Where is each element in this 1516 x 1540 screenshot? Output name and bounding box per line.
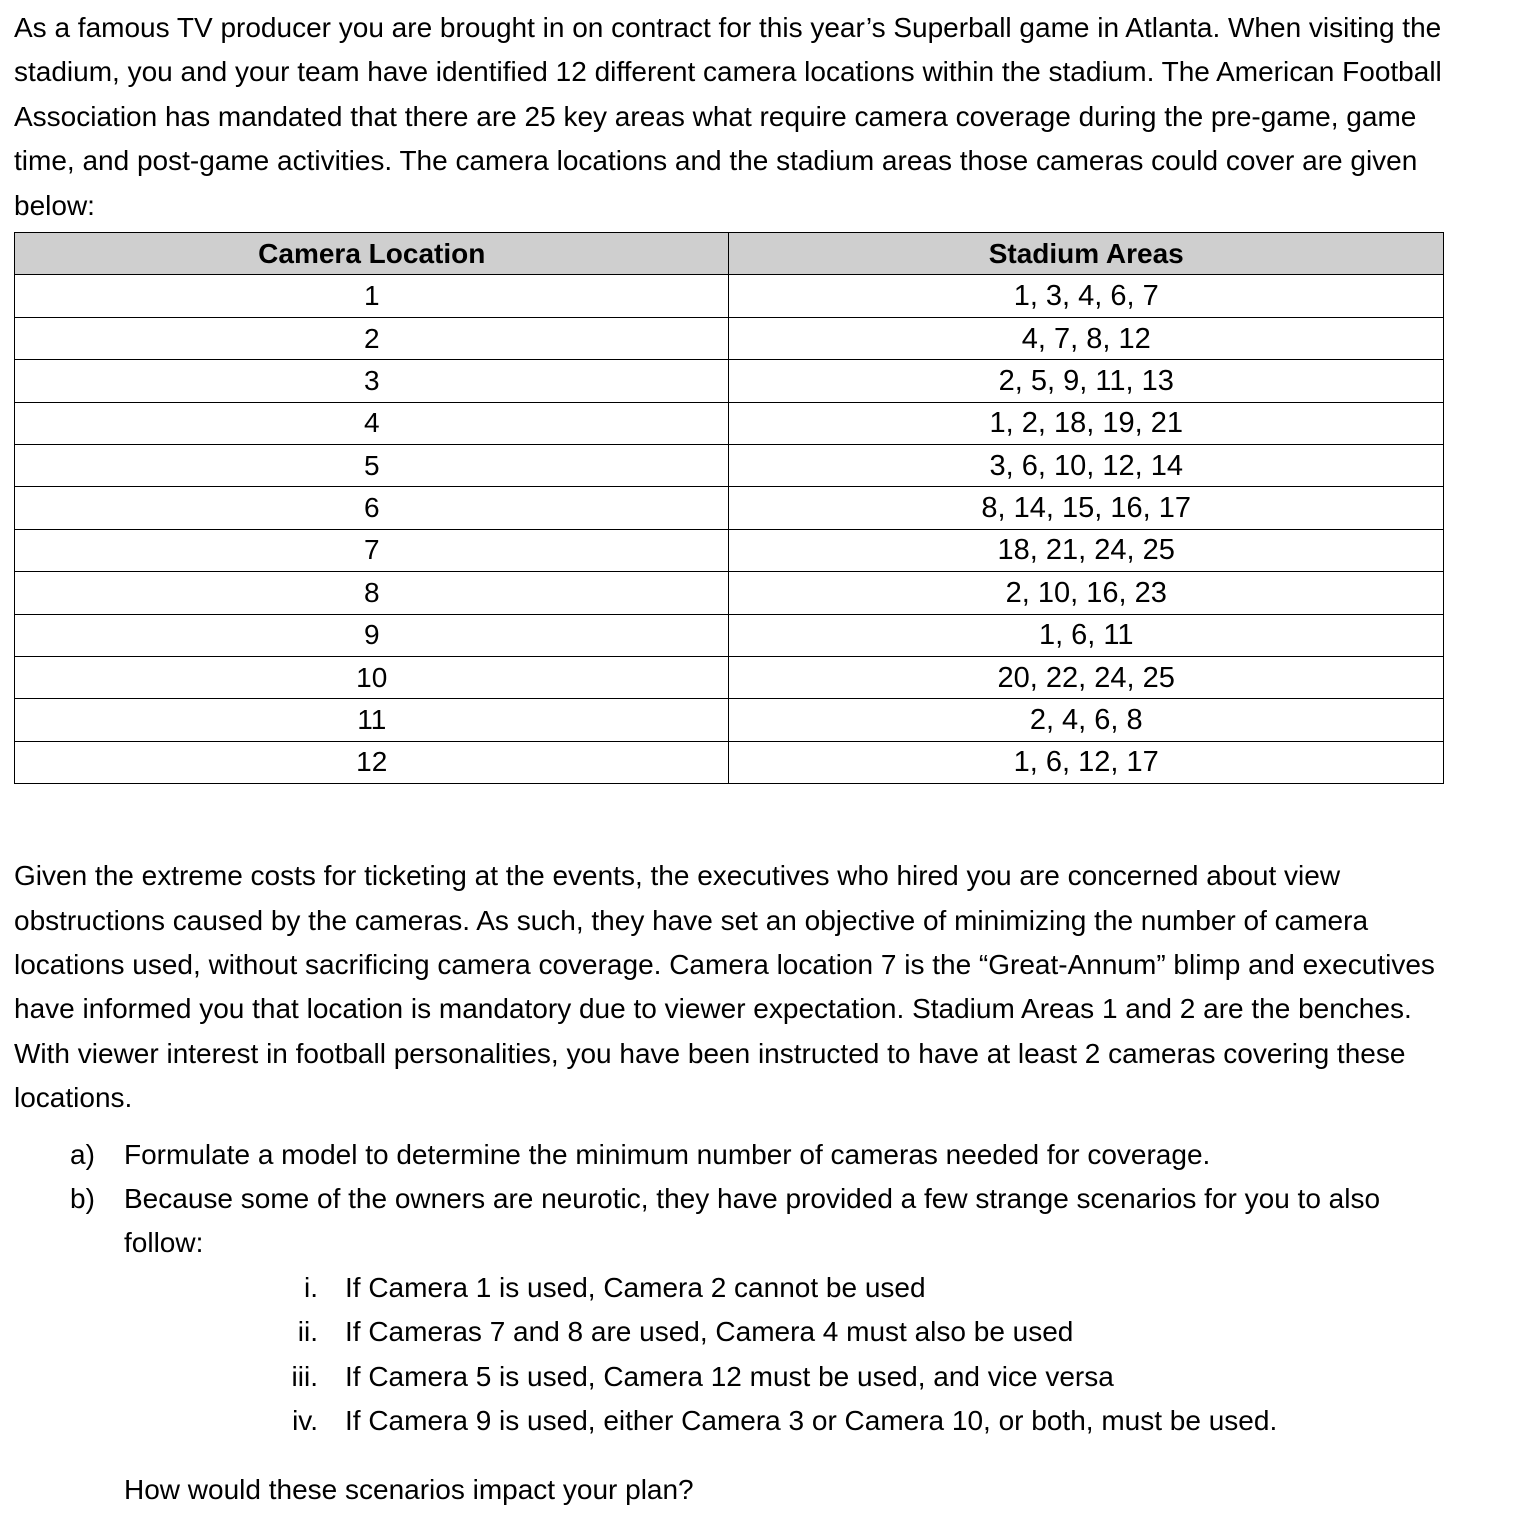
question-text: Because some of the owners are neurotic, they have provided a few strange scenarios for you to also follow: — [124, 1182, 1381, 1259]
question-item-b — [14, 1177, 1454, 1266]
camera-location-cell: 7 — [15, 529, 729, 571]
list-marker: iii. — [291, 1360, 318, 1392]
header-stadium-areas: Stadium Areas — [729, 233, 1444, 275]
table-row — [15, 614, 1444, 656]
document-page — [14, 6, 1454, 1513]
list-marker: iv. — [292, 1404, 318, 1436]
camera-location-cell: 8 — [15, 572, 729, 614]
stadium-areas-cell: 1, 3, 4, 6, 7 — [729, 275, 1444, 317]
question-text: Formulate a model to determine the minimum number of cameras needed for coverage. — [124, 1138, 1211, 1170]
question-item-a — [14, 1133, 1454, 1177]
header-camera-location: Camera Location — [15, 233, 729, 275]
stadium-areas-cell: 4, 7, 8, 12 — [729, 317, 1444, 359]
scenario-item — [14, 1266, 1454, 1310]
closing-question: How would these scenarios impact your plan? — [124, 1474, 694, 1506]
scenario-list — [14, 1266, 1454, 1444]
question-list — [14, 1133, 1454, 1266]
scenario-text: If Camera 9 is used, either Camera 3 or Camera 10, or both, must be used. — [345, 1404, 1278, 1436]
table-row — [15, 741, 1444, 783]
camera-location-cell: 9 — [15, 614, 729, 656]
camera-location-cell: 1 — [15, 275, 729, 317]
table-row — [15, 317, 1444, 359]
scenario-text: If Cameras 7 and 8 are used, Camera 4 must also be used — [345, 1316, 1074, 1348]
stadium-areas-cell: 2, 10, 16, 23 — [729, 572, 1444, 614]
table-header-row — [15, 233, 1444, 275]
camera-location-cell: 5 — [15, 444, 729, 486]
scenario-text: If Camera 1 is used, Camera 2 cannot be used — [345, 1271, 926, 1303]
intro-paragraph: As a famous TV producer you are brought in on contract for this year’s Superball game in Atlanta. When visiting the stadium, you and your team have identified 12 different camera locations within the stadium. The American Football Association has mandated that there are 25 key areas what require camera coverage during the pre-game, game time, and post-game activities. The camera locations and the stadium areas those cameras could cover are given below: — [14, 12, 1442, 221]
list-marker: i. — [304, 1271, 318, 1303]
table-row — [15, 360, 1444, 402]
scenario-item — [14, 1399, 1454, 1443]
stadium-areas-cell: 8, 14, 15, 16, 17 — [729, 487, 1444, 529]
stadium-areas-cell: 2, 5, 9, 11, 13 — [729, 360, 1444, 402]
stadium-areas-cell: 2, 4, 6, 8 — [729, 699, 1444, 741]
camera-location-cell: 11 — [15, 699, 729, 741]
table-row — [15, 529, 1444, 571]
list-marker: ii. — [297, 1316, 318, 1348]
camera-location-cell: 12 — [15, 741, 729, 783]
list-marker: a) — [70, 1138, 95, 1170]
table-row — [15, 275, 1444, 317]
stadium-areas-cell: 1, 6, 12, 17 — [729, 741, 1444, 783]
camera-location-cell: 3 — [15, 360, 729, 402]
list-marker: b) — [70, 1182, 95, 1214]
table-row — [15, 444, 1444, 486]
scenario-text: If Camera 5 is used, Camera 12 must be used, and vice versa — [345, 1360, 1114, 1392]
camera-coverage-table — [14, 232, 1444, 784]
scenario-item — [14, 1310, 1454, 1354]
table-row — [15, 656, 1444, 698]
stadium-areas-cell: 1, 2, 18, 19, 21 — [729, 402, 1444, 444]
table-row — [15, 699, 1444, 741]
table-row — [15, 572, 1444, 614]
stadium-areas-cell: 1, 6, 11 — [729, 614, 1444, 656]
camera-location-cell: 6 — [15, 487, 729, 529]
camera-location-cell: 10 — [15, 656, 729, 698]
stadium-areas-cell: 18, 21, 24, 25 — [729, 529, 1444, 571]
camera-location-cell: 4 — [15, 402, 729, 444]
stadium-areas-cell: 3, 6, 10, 12, 14 — [729, 444, 1444, 486]
scenario-item — [14, 1355, 1454, 1399]
camera-location-cell: 2 — [15, 317, 729, 359]
constraints-paragraph: Given the extreme costs for ticketing at the events, the executives who hired you are concerned about view obstructions caused by the cameras. As such, they have set an objective of minimizing the number of camera locations used, without sacrificing camera coverage. Camera location 7 is the “Great-Annum” blimp and executives have informed you that location is mandatory due to viewer expectation. Stadium Areas 1 and 2 are the benches. With viewer interest in football personalities, you have been instructed to have at least 2 cameras covering these locations. — [14, 860, 1435, 1114]
table-row — [15, 487, 1444, 529]
stadium-areas-cell: 20, 22, 24, 25 — [729, 656, 1444, 698]
table-row — [15, 402, 1444, 444]
